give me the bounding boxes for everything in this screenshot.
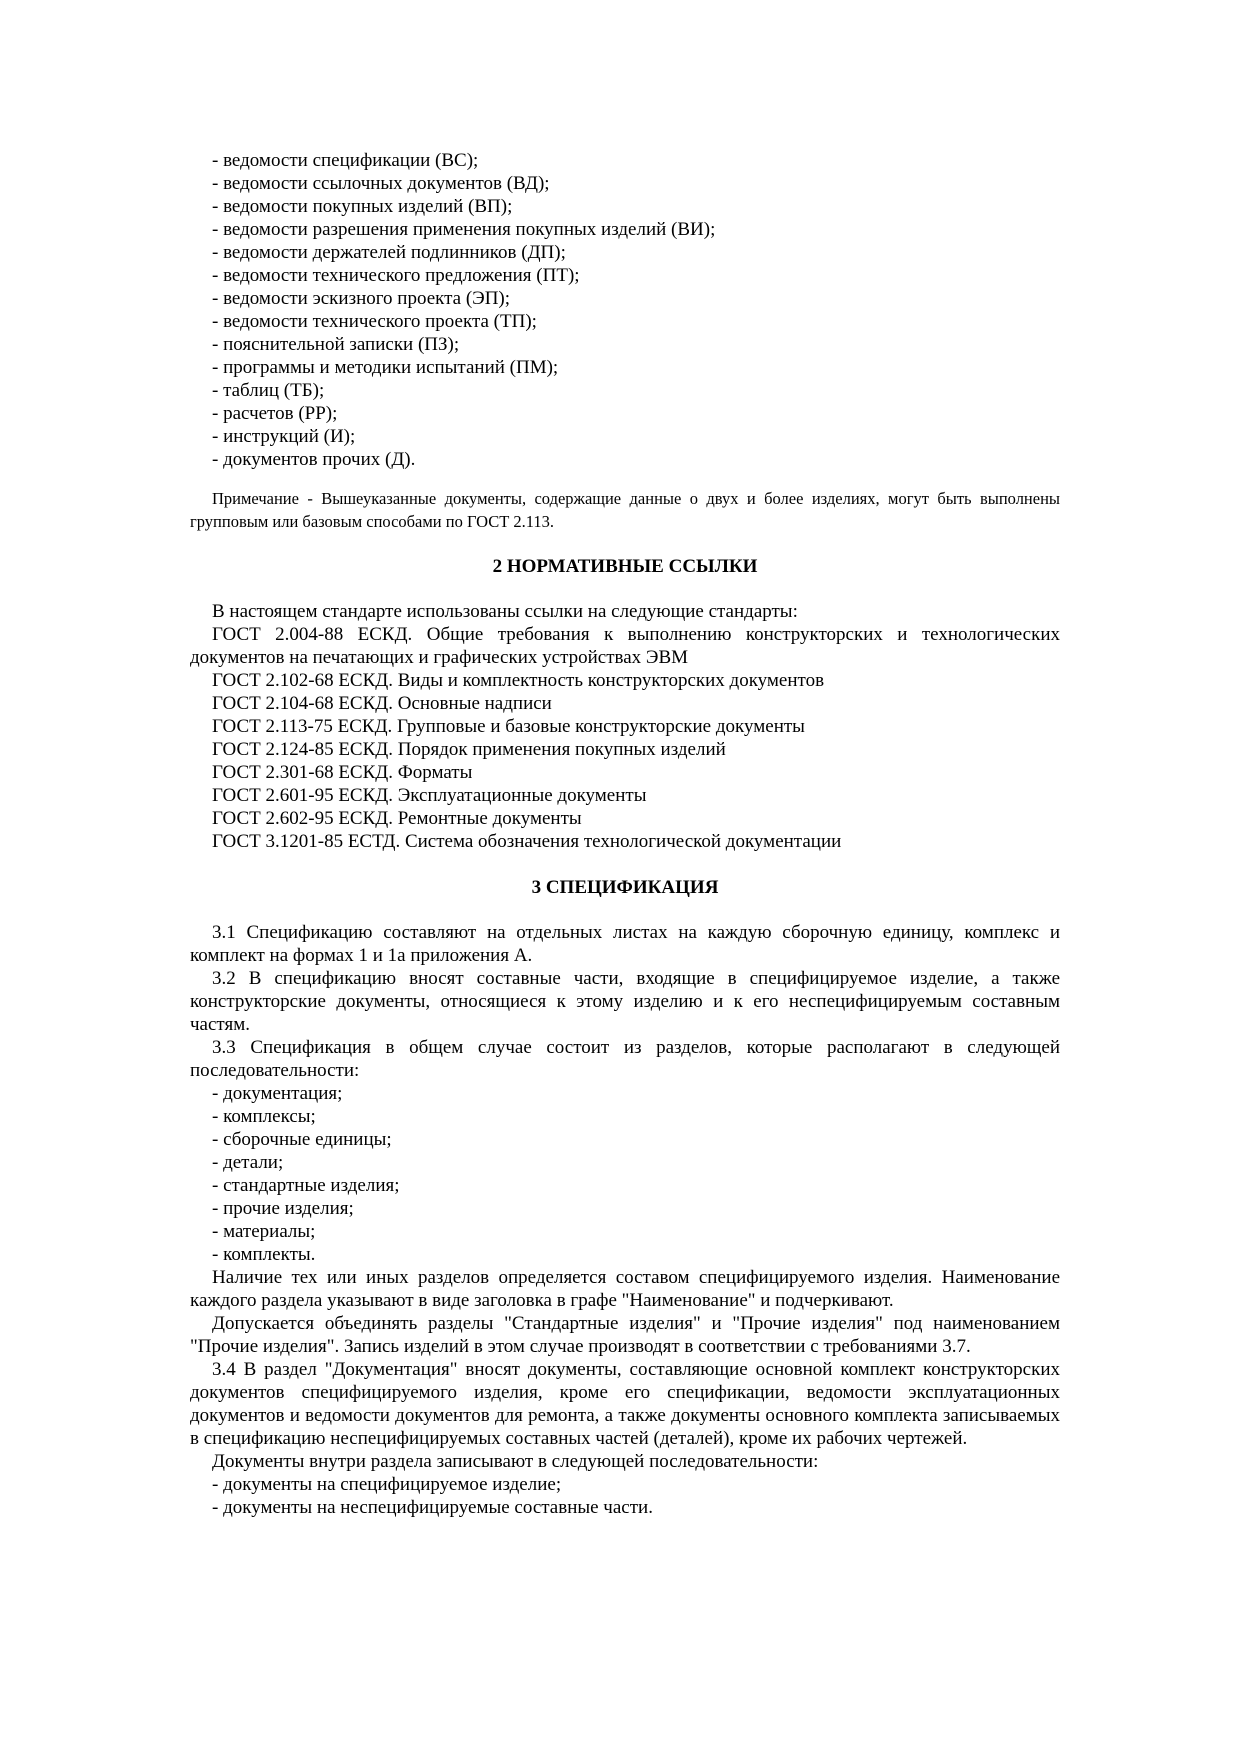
list-item: - ведомости технического проекта (ТП); [212, 311, 537, 332]
reference-item: ГОСТ 2.601-95 ЕСКД. Эксплуатационные документы [212, 785, 647, 806]
list-item: - программы и методики испытаний (ПМ); [212, 357, 559, 378]
list-item: - ведомости разрешения применения покупных изделий (ВИ); [212, 219, 716, 240]
list-item: - ведомости покупных изделий (ВП); [212, 196, 513, 217]
reference-item: ГОСТ 2.004-88 ЕСКД. Общие требования к выполнению конструкторских и технологических документов на печатающих и графических устройствах ЭВМ [190, 624, 1060, 668]
clause-3-2: 3.2 В спецификацию вносят составные части, входящие в специфицируемое изделие, а также конструкторские документы, относящиеся к этому изделию и к его неспецифицируемым составным частям. [190, 968, 1060, 1035]
reference-item: ГОСТ 3.1201-85 ЕСТД. Система обозначения технологической документации [212, 831, 842, 852]
specification-section [190, 921, 1060, 1519]
list-item: - комплексы; [212, 1106, 316, 1127]
reference-item: ГОСТ 2.301-68 ЕСКД. Форматы [212, 762, 473, 783]
note-paragraph: Примечание - Вышеуказанные документы, содержащие данные о двух и более изделиях, могут быть выполнены групповым или базовым способами по ГОСТ 2.113. [190, 489, 1060, 531]
merge-paragraph: Допускается объединять разделы "Стандартные изделия" и "Прочие изделия" под наименованием "Прочие изделия". Запись изделий в этом случае производят в соответствии с требованиями 3.7. [190, 1313, 1060, 1357]
list-item: - ведомости спецификации (ВС); [212, 150, 479, 171]
list-item: - стандартные изделия; [212, 1175, 400, 1196]
list-item: - ведомости ссылочных документов (ВД); [212, 173, 550, 194]
references-intro: В настоящем стандарте использованы ссылки на следующие стандарты: [212, 601, 798, 622]
section-3-heading: 3 СПЕЦИФИКАЦИЯ [531, 877, 719, 898]
reference-item: ГОСТ 2.104-68 ЕСКД. Основные надписи [212, 693, 552, 714]
list-item: - документов прочих (Д). [212, 449, 416, 470]
list-item: - расчетов (РР); [212, 403, 338, 424]
clause-3-3: 3.3 Спецификация в общем случае состоит из разделов, которые располагают в следующей последовательности: [190, 1037, 1060, 1081]
list-item: - ведомости эскизного проекта (ЭП); [212, 288, 511, 309]
reference-item: ГОСТ 2.602-95 ЕСКД. Ремонтные документы [212, 808, 582, 829]
normative-references [190, 600, 1060, 853]
docs-order-list [190, 1473, 1060, 1519]
list-item: - комплекты. [212, 1244, 316, 1265]
list-item: - инструкций (И); [212, 426, 356, 447]
clause-3-4: 3.4 В раздел "Документация" вносят документы, составляющие основной комплект конструкторских документов специфицируемого изделия, кроме его спецификации, ведомости эксплуатационных документов и ведомости документов для ремонта, а также документы основного комплекта записываемых в спецификацию неспецифицируемых составных частей (деталей), кроме их рабочих чертежей. [190, 1359, 1060, 1449]
list-item: - материалы; [212, 1221, 316, 1242]
reference-item: ГОСТ 2.124-85 ЕСКД. Порядок применения покупных изделий [212, 739, 726, 760]
list-item: - ведомости держателей подлинников (ДП); [212, 242, 566, 263]
presence-paragraph: Наличие тех или иных разделов определяется составом специфицируемого изделия. Наименование каждого раздела указывают в виде заголовка в графе "Наименование" и подчеркивают. [190, 1267, 1060, 1311]
document-types-list [190, 149, 1060, 471]
list-item: - пояснительной записки (ПЗ); [212, 334, 460, 355]
reference-item: ГОСТ 2.113-75 ЕСКД. Групповые и базовые конструкторские документы [212, 716, 805, 737]
list-item: - документы на специфицируемое изделие; [212, 1474, 562, 1495]
list-item: - документы на неспецифицируемые составные части. [212, 1497, 653, 1518]
clause-3-1: 3.1 Спецификацию составляют на отдельных листах на каждую сборочную единицу, комплекс и комплект на формах 1 и 1а приложения А. [190, 922, 1060, 966]
list-item: - прочие изделия; [212, 1198, 354, 1219]
list-item: - сборочные единицы; [212, 1129, 392, 1150]
list-item: - документация; [212, 1083, 343, 1104]
reference-item: ГОСТ 2.102-68 ЕСКД. Виды и комплектность конструкторских документов [212, 670, 825, 691]
document-page [190, 149, 1060, 1519]
sections-list [190, 1082, 1060, 1266]
list-item: - детали; [212, 1152, 284, 1173]
list-item: - таблиц (ТБ); [212, 380, 325, 401]
section-2-heading: 2 НОРМАТИВНЫЕ ССЫЛКИ [492, 556, 758, 577]
docs-order-paragraph: Документы внутри раздела записывают в следующей последовательности: [212, 1451, 819, 1472]
list-item: - ведомости технического предложения (ПТ); [212, 265, 580, 286]
